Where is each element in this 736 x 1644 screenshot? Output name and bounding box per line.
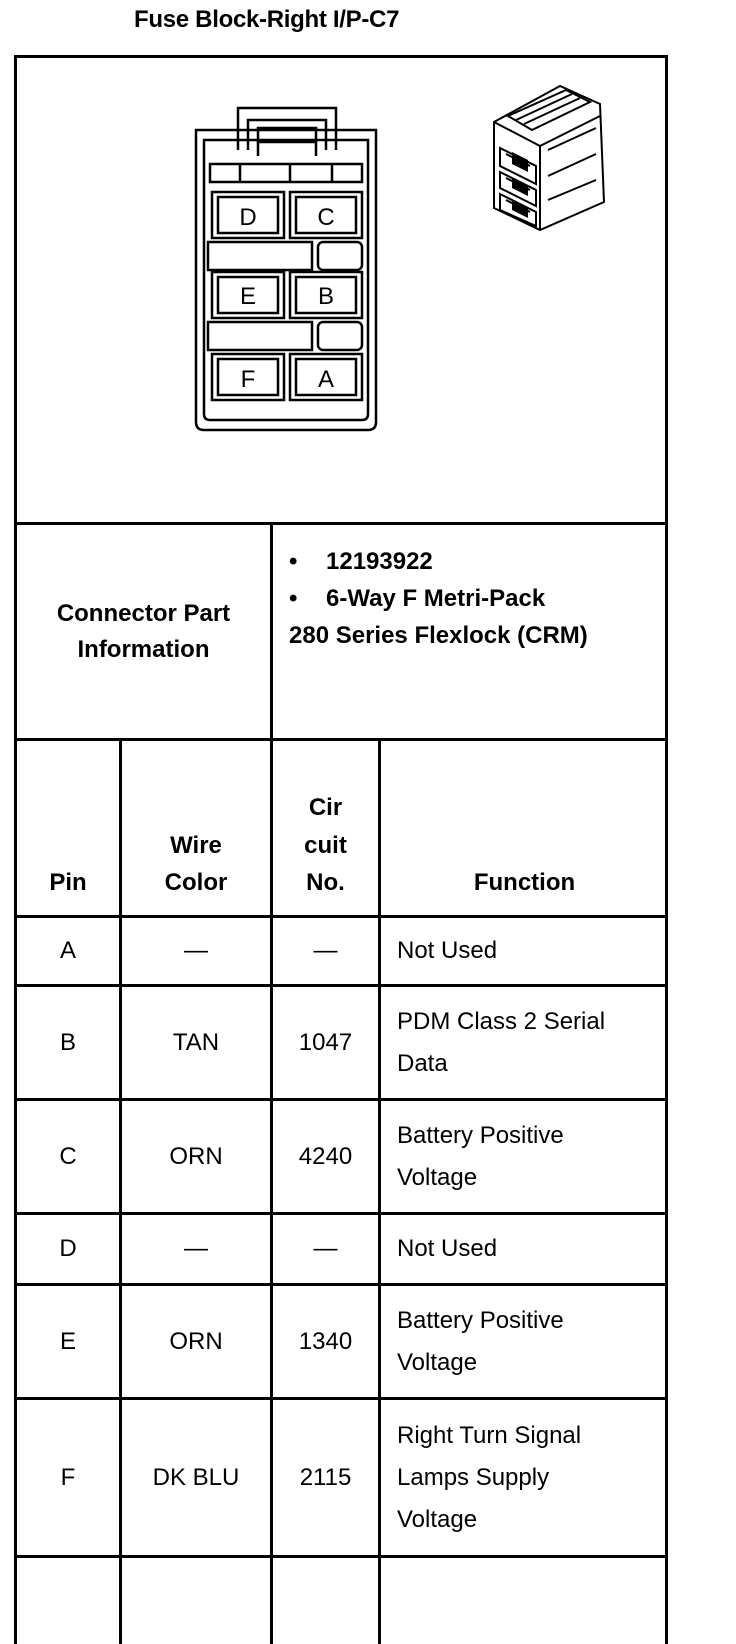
wire-color-cell: TAN bbox=[172, 1028, 220, 1056]
function-text: Not Used bbox=[397, 1235, 498, 1262]
function-text: Battery Positive bbox=[397, 1121, 564, 1149]
header-pin: Pin bbox=[49, 868, 87, 896]
part-number: 12193922 bbox=[326, 548, 433, 575]
function-cell bbox=[397, 918, 668, 984]
wire-color-cell: — bbox=[184, 1235, 208, 1262]
circuit-number-cell: 2115 bbox=[299, 1463, 352, 1491]
function-cell bbox=[397, 1101, 668, 1212]
pin-cell: F bbox=[60, 1463, 76, 1491]
part-info-values: • 12193922 • 6-Way F Metri-Pack 280 Series Flexlock (CRM) bbox=[289, 543, 588, 654]
page-title: Fuse Block-Right I/P-C7 bbox=[134, 6, 400, 33]
function-text: Battery Positive bbox=[397, 1306, 564, 1334]
connector-series: 280 Series Flexlock (CRM) bbox=[289, 622, 588, 649]
circuit-number-cell: 1340 bbox=[298, 1327, 353, 1355]
circuit-number-cell: 4240 bbox=[298, 1142, 353, 1170]
header-circuit-no: Cir cuit No. bbox=[304, 794, 347, 896]
function-text: Not Used bbox=[397, 937, 498, 964]
divider bbox=[270, 522, 273, 740]
header-wire-color: Wire Color bbox=[164, 831, 228, 896]
cavity-label: D bbox=[239, 204, 257, 231]
function-text: Right Turn Signal bbox=[397, 1421, 582, 1449]
wire-color-cell: ORN bbox=[169, 1142, 223, 1170]
pin-cell: B bbox=[59, 1028, 76, 1056]
pin-cell: C bbox=[59, 1142, 77, 1170]
circuit-number-cell: 1047 bbox=[298, 1028, 353, 1056]
wire-color-cell: DK BLU bbox=[152, 1463, 240, 1491]
function-text: PDM Class 2 Serial bbox=[397, 1007, 606, 1035]
cavity-label: A bbox=[317, 366, 335, 393]
connector-type: 6-Way F Metri-Pack bbox=[326, 585, 546, 612]
pin-cell: E bbox=[59, 1327, 76, 1355]
function-cell bbox=[397, 987, 668, 1098]
cavity-label: B bbox=[317, 283, 335, 310]
function-text: Voltage bbox=[397, 1163, 478, 1191]
cavity-label: F bbox=[240, 366, 256, 393]
pin-cell: D bbox=[59, 1235, 77, 1262]
header-function: Function bbox=[473, 868, 576, 896]
part-info-label: Connector Part Information bbox=[56, 599, 231, 663]
function-text: Data bbox=[397, 1049, 448, 1077]
circuit-number-cell: — bbox=[313, 1235, 338, 1262]
connector-isometric-icon bbox=[488, 82, 612, 234]
connector-face-diagram bbox=[190, 104, 382, 434]
wire-color-cell: ORN bbox=[169, 1327, 223, 1355]
pin-cell: A bbox=[59, 937, 76, 964]
function-text: Voltage bbox=[397, 1348, 478, 1376]
function-cell bbox=[397, 1400, 668, 1555]
function-text: Voltage bbox=[397, 1505, 478, 1533]
function-cell bbox=[397, 1286, 668, 1397]
cavity-label: E bbox=[239, 283, 257, 310]
function-cell bbox=[397, 1215, 668, 1283]
function-text: Lamps Supply bbox=[397, 1463, 550, 1491]
divider bbox=[14, 1555, 668, 1558]
circuit-number-cell: — bbox=[313, 937, 338, 964]
cavity-label: C bbox=[317, 204, 335, 231]
wire-color-cell: — bbox=[184, 937, 208, 964]
